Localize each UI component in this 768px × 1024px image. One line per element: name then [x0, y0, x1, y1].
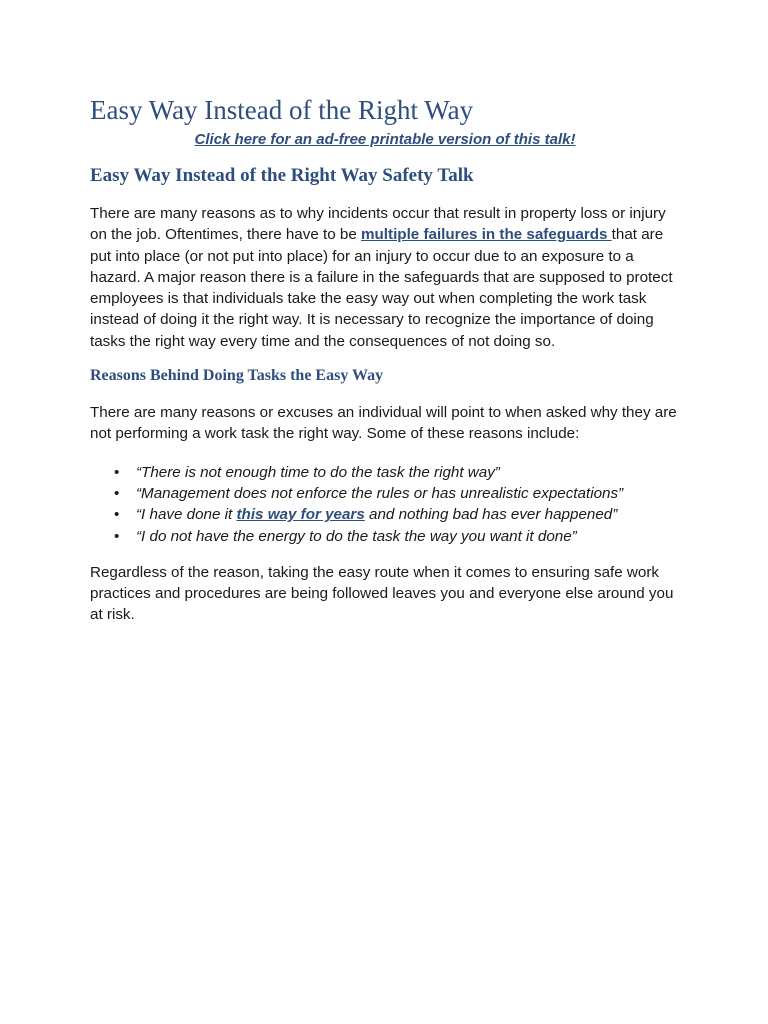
multiple-failures-link[interactable]: multiple failures in the safeguards — [361, 226, 612, 244]
bullet-icon: • — [114, 527, 120, 545]
intro-text-after: that are put into place (or not put into place) for an injury to occur due to an exposure to a hazard. A major reason there is a failure in the safeguards that are supposed to protect employees is that individuals take the easy way out when completing the work task instead of doing it the right way. It is necessary to recognize the importance of doing tasks the right way every time and the consequences of not doing so. — [90, 226, 673, 350]
bullet-icon: • — [114, 463, 120, 481]
intro-paragraph — [90, 203, 680, 352]
list-item — [114, 526, 680, 547]
this-way-for-years-link[interactable]: this way for years — [236, 506, 365, 524]
intro-text-before: There are many reasons as to why incidents occur that result in property loss or injury on the job. Oftentimes, there have to be — [90, 205, 666, 244]
bullet-icon: • — [114, 484, 120, 502]
printable-version-link[interactable]: Click here for an ad-free printable version of this talk! — [194, 131, 576, 148]
document-page — [90, 94, 680, 626]
list-item — [114, 462, 680, 483]
list-item-text-before: “I have done it — [136, 506, 237, 524]
list-item — [114, 483, 680, 504]
section-heading: Reasons Behind Doing Tasks the Easy Way — [90, 367, 384, 385]
list-item-text-after: and nothing bad has ever happened” — [364, 506, 618, 524]
bullet-icon: • — [114, 506, 120, 524]
reasons-paragraph: There are many reasons or excuses an individual will point to when asked why they are not performing a work task the right way. Some of these reasons include: — [90, 404, 677, 443]
page-title: Easy Way Instead of the Right Way — [90, 95, 474, 125]
list-item — [114, 504, 680, 525]
list-item-text: “There is not enough time to do the task the right way” — [136, 463, 500, 481]
reasons-list — [90, 462, 680, 547]
list-item-text: “I do not have the energy to do the task the way you want it done” — [136, 527, 577, 545]
conclusion-paragraph: Regardless of the reason, taking the easy route when it comes to ensuring safe work practices and procedures are being followed leaves you and everyone else around you at risk. — [90, 563, 674, 624]
list-item-text: “Management does not enforce the rules or has unrealistic expectations” — [136, 484, 624, 502]
talk-subtitle: Easy Way Instead of the Right Way Safety Talk — [90, 165, 474, 186]
